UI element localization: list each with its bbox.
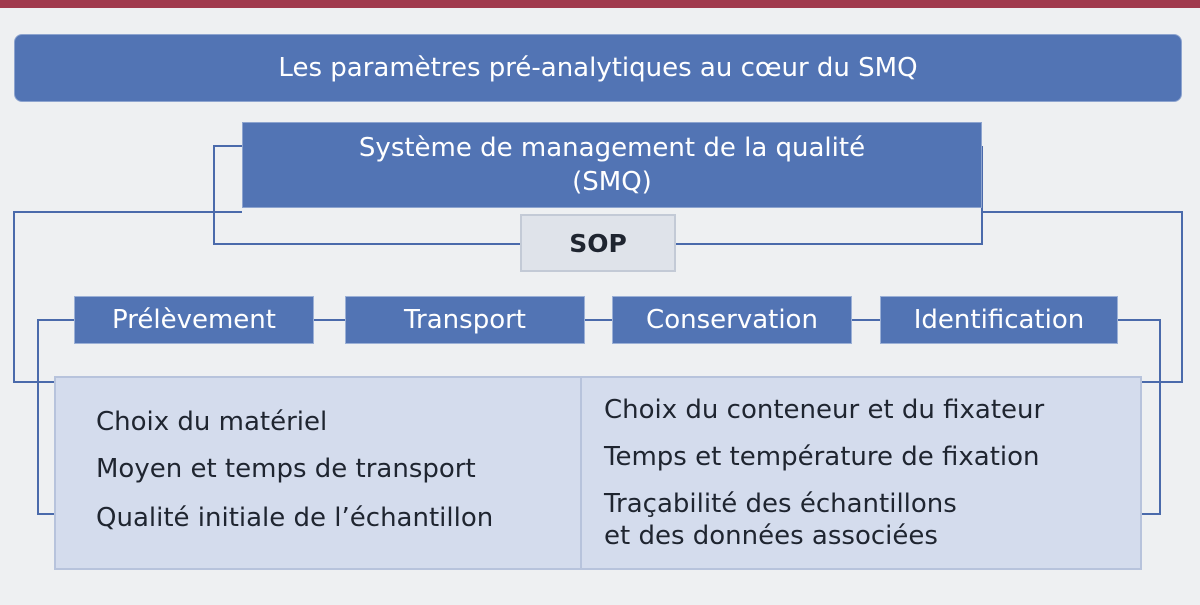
step-label: Transport (403, 305, 526, 335)
detail-divider (580, 376, 582, 570)
title-bar (14, 34, 1182, 102)
step-label: Identification (913, 305, 1085, 335)
step-conservation (612, 296, 852, 344)
step-transport (345, 296, 585, 344)
smq-box (242, 122, 982, 208)
right-item-container: Choix du conteneur et du fixateur (604, 395, 1045, 425)
step-prelevement (74, 296, 314, 344)
step-label: Conservation (646, 305, 818, 335)
step-identification (880, 296, 1118, 344)
smq-line-1: Système de management de la qualité (358, 133, 866, 163)
title-text: Les paramètres pré-analytiques au cœur du SMQ (278, 53, 918, 83)
sop-label: SOP (569, 228, 627, 258)
left-item-material: Choix du matériel (96, 407, 328, 437)
left-item-transport: Moyen et temps de transport (96, 454, 476, 484)
step-label: Prélèvement (112, 305, 276, 335)
right-item-traceability: Traçabilité des échantillons et des données associées (604, 489, 957, 551)
sop-box (520, 214, 676, 272)
left-item-quality: Qualité initiale de l’échantillon (96, 503, 494, 533)
smq-line-2: (SMQ) (572, 167, 652, 197)
right-item-fixation: Temps et température de fixation (604, 442, 1040, 472)
